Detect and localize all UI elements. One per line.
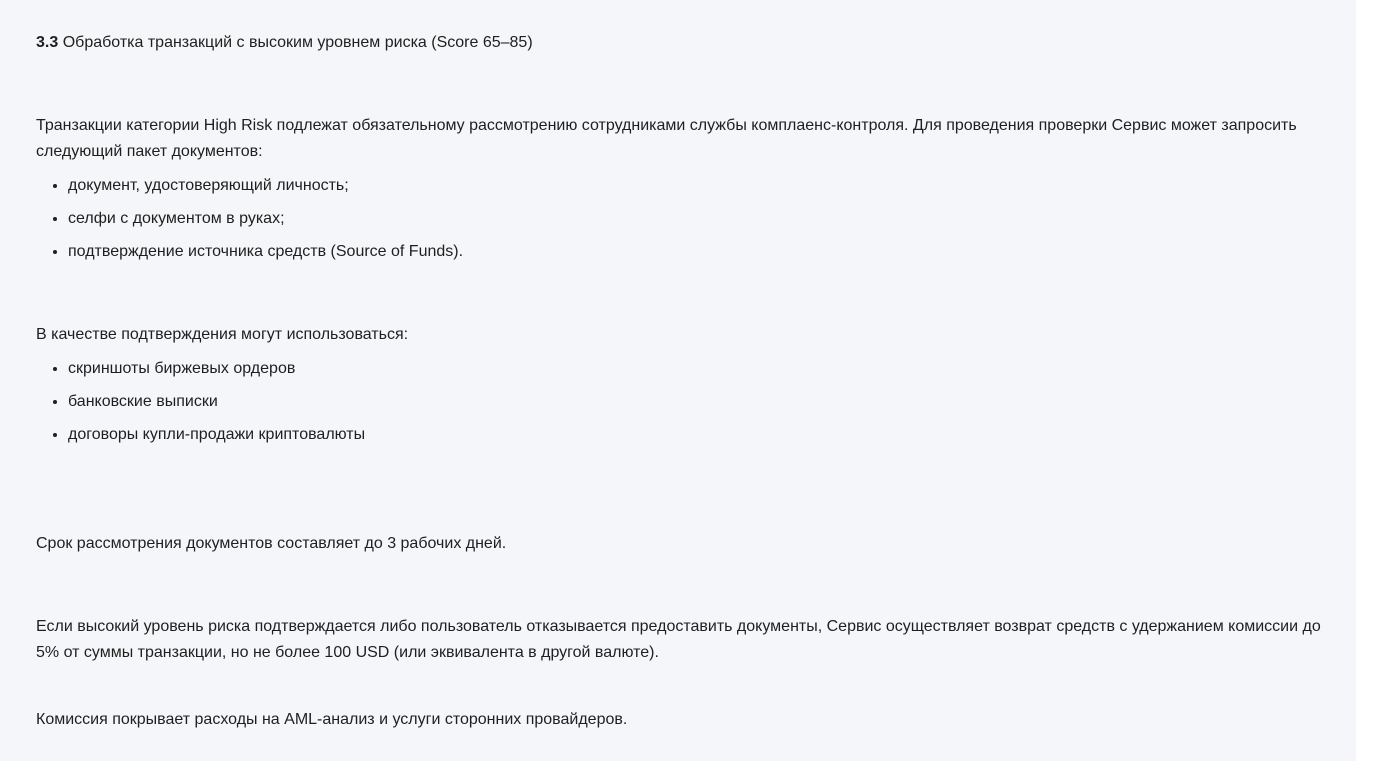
review-term-paragraph: Срок рассмотрения документов составляет до 3 рабочих дней. [36, 535, 507, 552]
fee-paragraph: Комиссия покрывает расходы на AML-анализ и услуги сторонних провайдеров. [36, 711, 628, 728]
list-item: • документ, удостоверяющий личность; [68, 173, 1336, 199]
refund-paragraph: Если высокий уровень риска подтверждается либо пользователь отказывается предоставить документы, Сервис осуществляет возврат средств с удержанием комиссии до 5% от суммы транзакции, но не более 100 USD (или эквивалента в другой валюте). [36, 618, 1321, 661]
list-item: • договоры купли-продажи криптовалюты [68, 422, 1336, 448]
section-title: Обработка транзакций с высоким уровнем риска (Score 65–85) [62, 34, 533, 51]
list-item: • скриншоты биржевых ордеров [68, 356, 1336, 382]
list-item: • банковские выписки [68, 389, 1336, 415]
section-heading [36, 30, 1336, 56]
list-item: • селфи с документом в руках; [68, 206, 1336, 232]
list-item: • подтверждение источника средств (Source of Funds). [68, 239, 1336, 265]
document-content [36, 30, 1336, 733]
scrollbar-track[interactable] [1356, 0, 1376, 761]
documents-list [36, 173, 1336, 265]
section-number: 3.3 [36, 34, 59, 51]
confirmation-intro: В качестве подтверждения могут использоваться: [36, 326, 409, 343]
intro-paragraph: Транзакции категории High Risk подлежат обязательному рассмотрению сотрудниками службы комплаенс-контроля. Для проведения проверки Сервис может запросить следующий пакет документов: [36, 117, 1297, 160]
confirmation-list [36, 356, 1336, 448]
